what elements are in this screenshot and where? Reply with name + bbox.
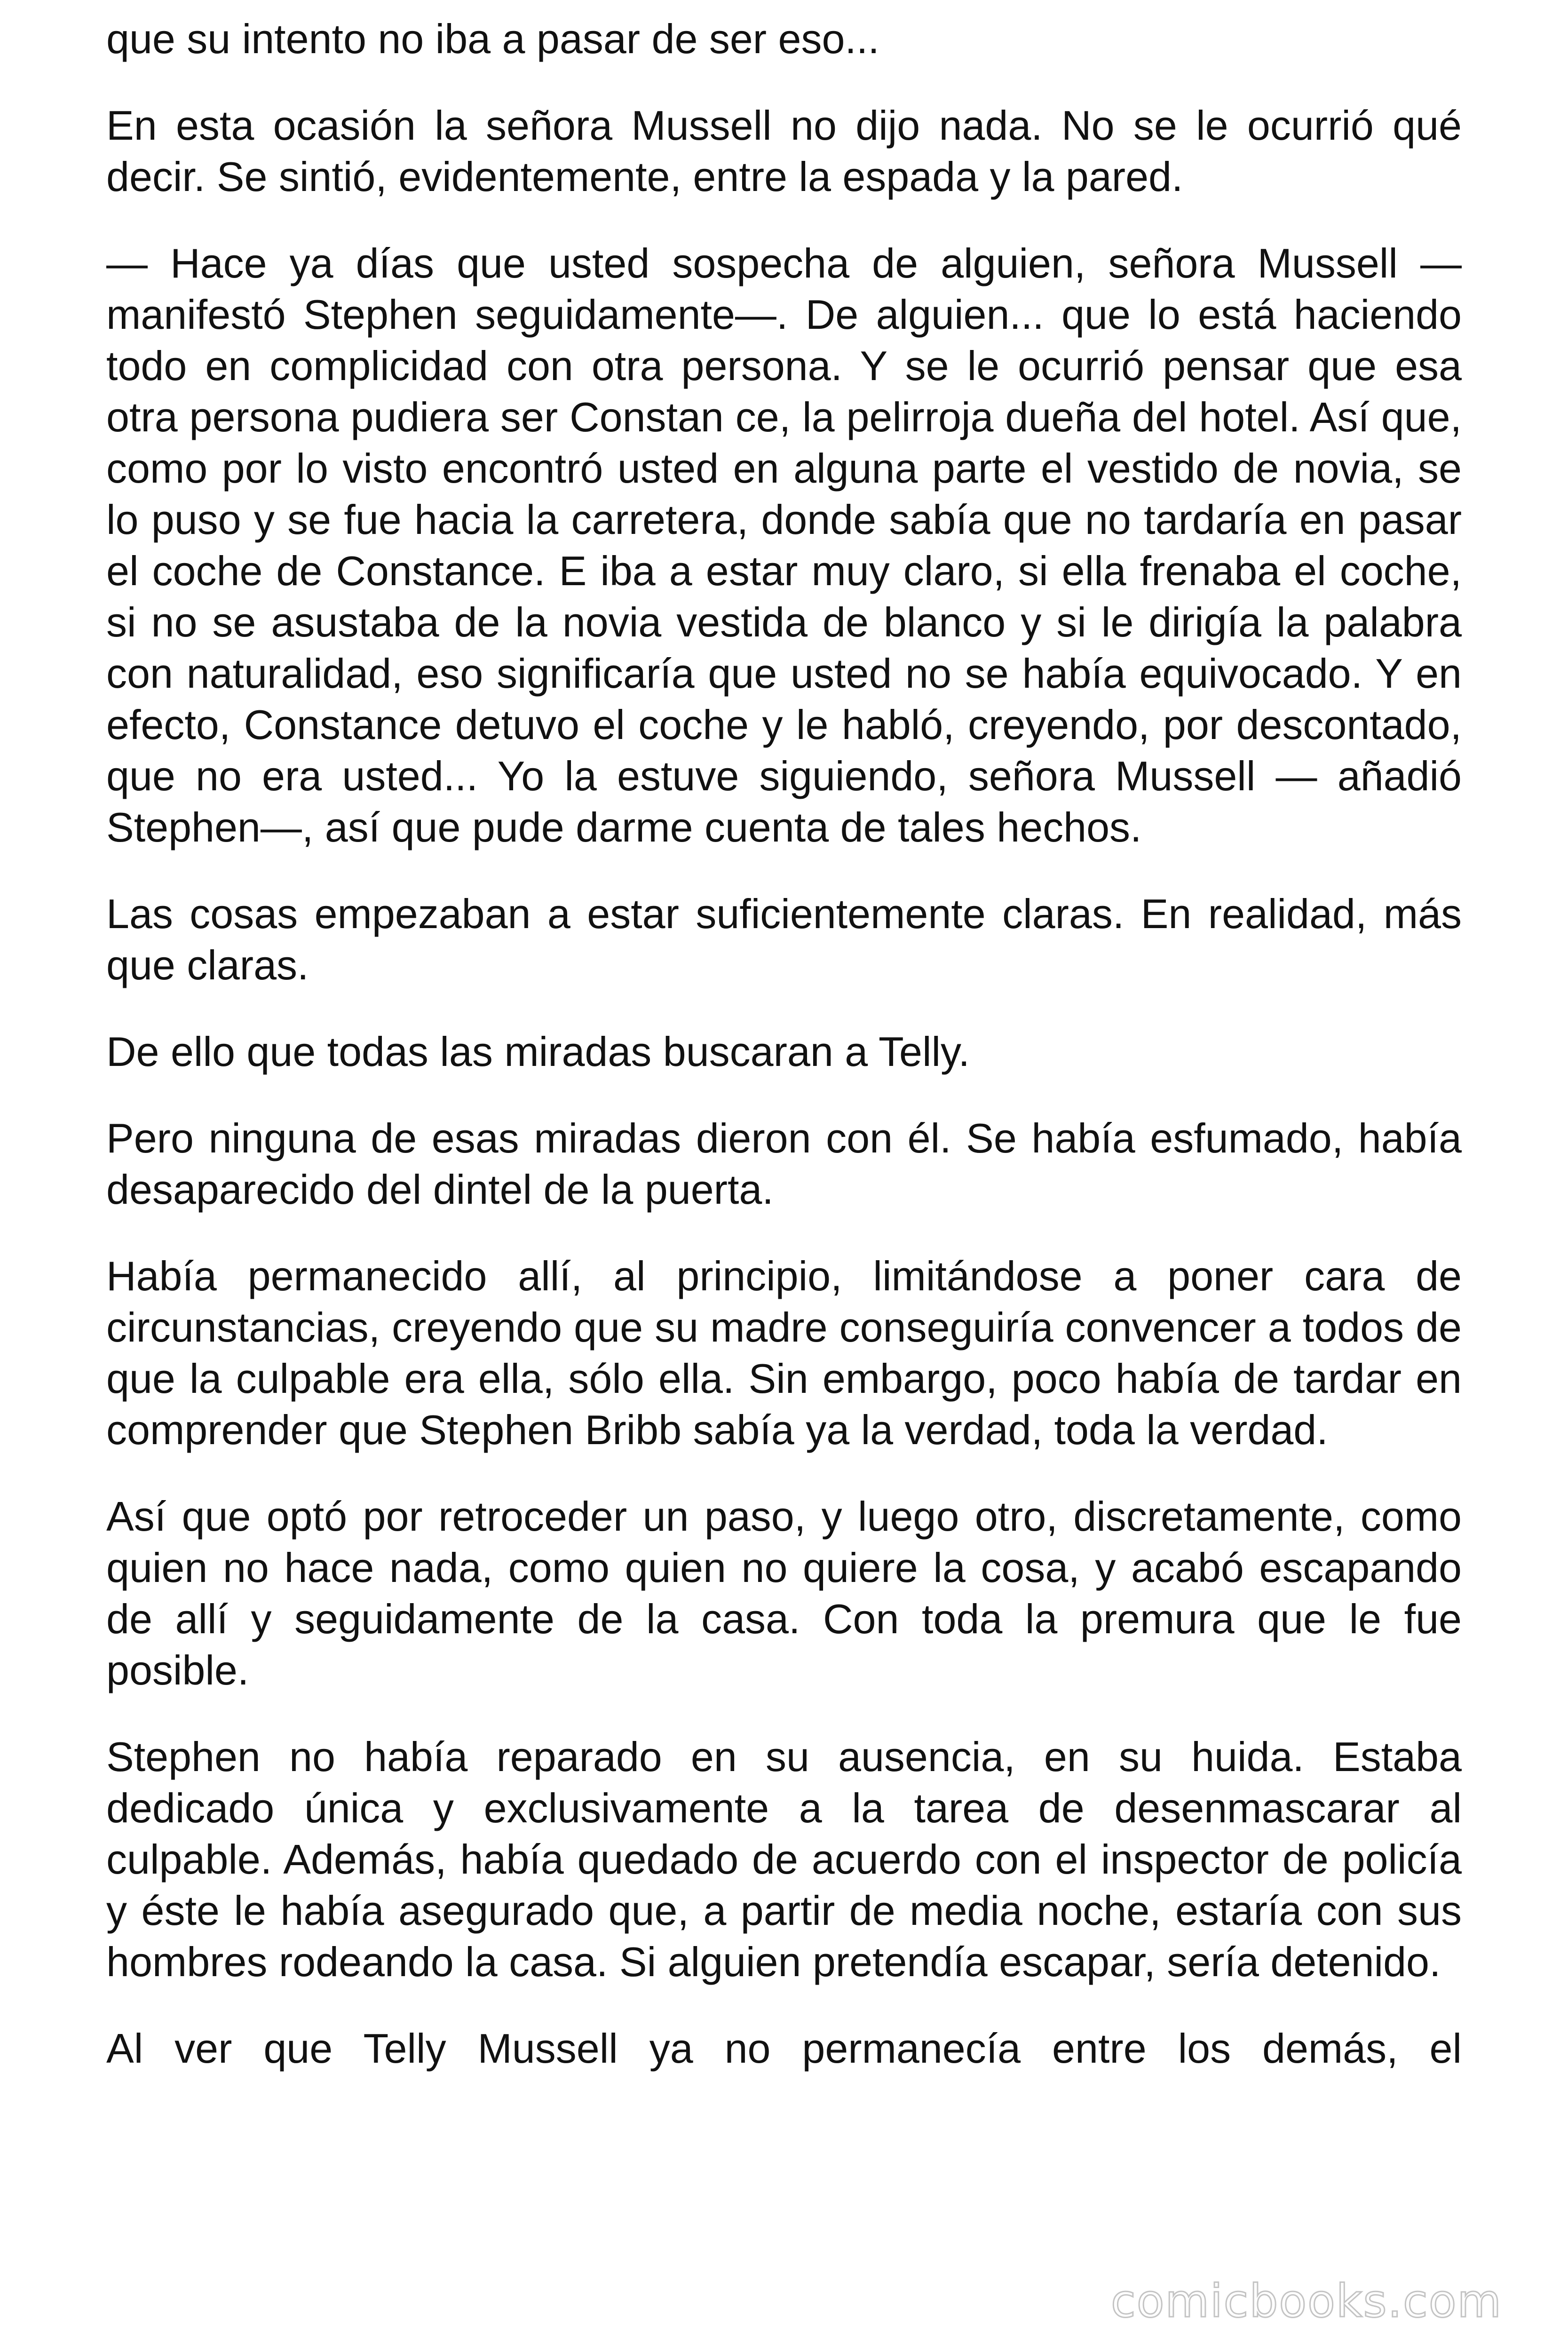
paragraph-7: Había permanecido allí, al principio, limitándose a poner cara de circunstancias, creyendo que su madre conseguiría convencer a todos de que la culpable era ella, sólo ella. Sin embargo, poco había de tardar en comprender que Stephen Bribb sabía ya la verdad, toda la verdad. [106,1253,1462,1453]
paragraph-10: Al ver que Telly Mussell ya no permanecía entre los demás, el [106,2025,1462,2072]
page-text-body [106,13,1462,2109]
paragraph-4: Las cosas empezaban a estar suficientemente claras. En realidad, más que claras. [106,890,1462,988]
paragraph-6: Pero ninguna de esas miradas dieron con él. Se había esfumado, había desaparecido del dintel de la puerta. [106,1115,1462,1213]
paragraph-5: De ello que todas las miradas buscaran a Telly. [106,1028,970,1075]
paragraph-3: — Hace ya días que usted sospecha de alguien, señora Mussell — manifestó Stephen seguidamente—. De alguien... que lo está haciendo todo en complicidad con otra persona. Y se le ocurrió pensar que esa otra persona pudiera ser Constan ce, la pelirroja dueña del hotel. Así que, como por lo visto encontró usted en alguna parte el vestido de novia, se lo puso y se fue hacia la carretera, donde sabía que no tardaría en pasar el coche de Constance. E iba a estar muy claro, si ella frenaba el coche, si no se asustaba de la novia vestida de blanco y si le dirigía la palabra con naturalidad, eso significaría que usted no se había equivocado. Y en efecto, Constance detuvo el coche y le habló, creyendo, por descontado, que no era usted... Yo la estuve siguiendo, señora Mussell — añadió Stephen—, así que pude darme cuenta de tales hechos. [106,240,1462,850]
paragraph-2: En esta ocasión la señora Mussell no dijo nada. No se le ocurrió qué decir. Se sintió, evidentemente, entre la espada y la pared. [106,102,1462,200]
watermark-text: comicbooks.com [1110,2275,1502,2328]
paragraph-1: que su intento no iba a pasar de ser eso... [106,16,879,62]
paragraph-8: Así que optó por retroceder un paso, y luego otro, discretamente, como quien no hace nada, como quien no quiere la cosa, y acabó escapando de allí y seguidamente de la casa. Con toda la premura que le fue posible. [106,1493,1462,1693]
paragraph-9: Stephen no había reparado en su ausencia, en su huida. Estaba dedicado única y exclusivamente a la tarea de desenmascarar al culpable. Además, había quedado de acuerdo con el inspector de policía y éste le había asegurado que, a partir de media noche, estaría con sus hombres rodeando la casa. Si alguien pretendía escapar, sería detenido. [106,1733,1462,1985]
